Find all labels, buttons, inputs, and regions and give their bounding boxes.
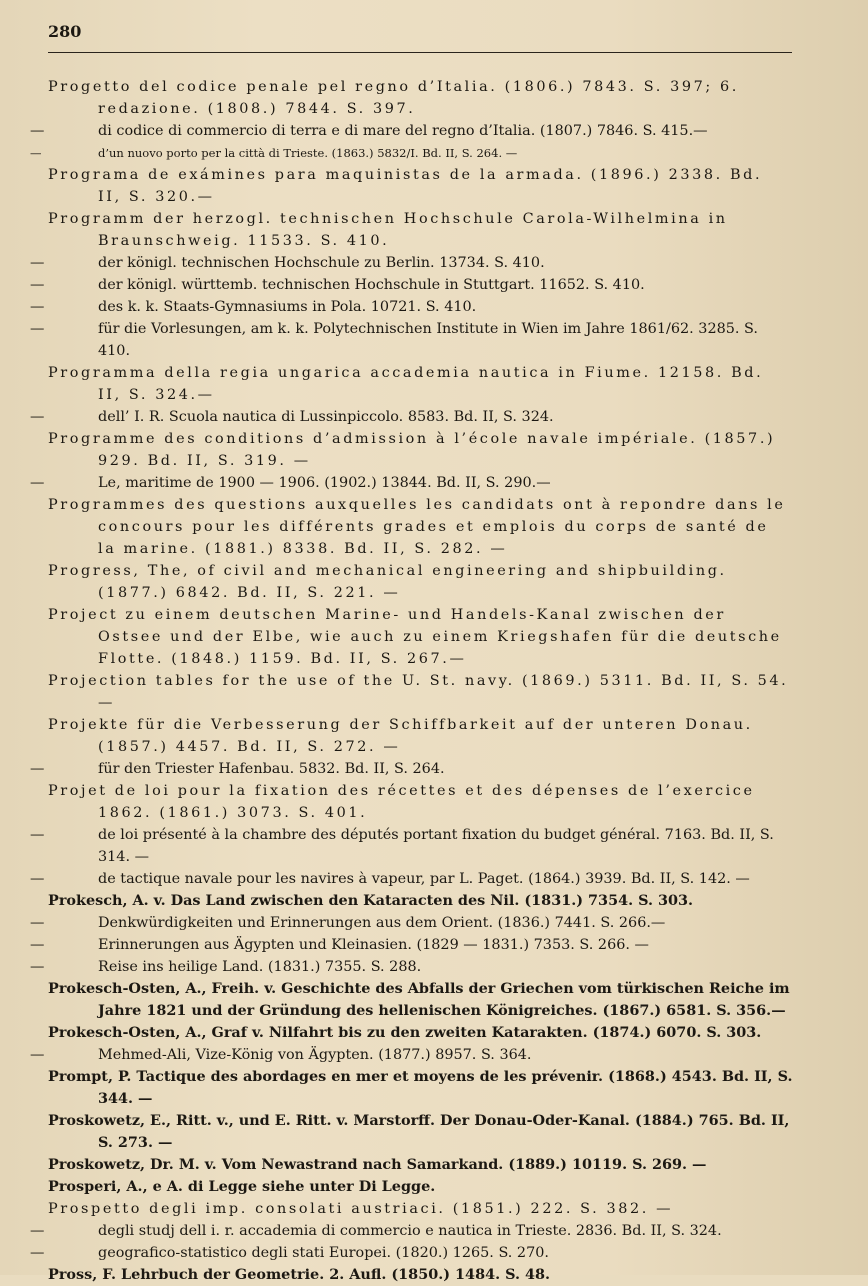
entry-text: d’un nuovo porto per la città di Trieste. (1863.) 5832/I. Bd. II, S. 264. — — [98, 146, 518, 160]
entry-text: del codice penale pel regno d’Italia. (1806.) 7843. S. 397; 6. redazione. (1808.) 7844. S. 397. — [98, 79, 739, 117]
entry-text: Mehmed-Ali, Vize-König von Ägypten. (1877.) 8957. S. 364. — [98, 1047, 532, 1063]
index-entry — [30, 758, 793, 780]
entry-text: , The, of civil and mechanical engineering and shipbuilding. (1877.) 6842. Bd. II, S. 221. — — [98, 563, 727, 601]
entry-text: der königl. technischen Hochschule zu Berlin. 13734. S. 410. — [98, 255, 545, 271]
ditto-dash: — — [30, 1245, 45, 1261]
entry-text: Lehrbuch der Geometrie. 2. Aufl. (1850.) 1484. S. 48. — [116, 1266, 551, 1283]
entry-headword: Prospetto — [48, 1201, 142, 1217]
entry-text: degli studj dell i. r. accademia di commercio e nautica in Trieste. 2836. Bd. II, S. 324. — [98, 1223, 722, 1239]
entry-text: de loi présenté à la chambre des députés portant fixation du budget général. 7163. Bd. II, S. 314. — — [98, 827, 774, 865]
ditto-dash: — — [30, 277, 45, 293]
entry-headword: Progetto — [48, 79, 132, 95]
entry-text: Geschichte des Abfalls der Griechen vom türkischen Reiche im Jahre 1821 und der Gründung des hellenischen Königreiches. (1867.) 6581. S. 356.— — [98, 980, 790, 1019]
index-entry — [30, 868, 793, 890]
entry-author: Pross, F. — [48, 1266, 117, 1283]
ditto-dash: — — [30, 915, 45, 931]
entry-text: Tactique des abordages en mer et moyens de les prévenir. (1868.) 4543. Bd. II, S. 344. — — [98, 1068, 793, 1107]
index-entry — [30, 1044, 793, 1066]
index-entry — [30, 252, 793, 274]
entry-text: Das Land zwischen den Kataracten des Nil. (1831.) 7354. S. 303. — [165, 892, 694, 909]
header-rule — [48, 52, 792, 53]
ditto-dash: — — [30, 959, 45, 975]
index-entry — [48, 1198, 793, 1220]
entry-text: für den Triester Hafenbau. 5832. Bd. II, S. 264. — [98, 761, 445, 777]
entry-headword: Projet — [48, 783, 108, 799]
entry-headword: Programma — [48, 365, 158, 381]
entry-text: Erinnerungen aus Ägypten und Kleinasien. (1829 — 1831.) 7353. S. 266. — — [98, 937, 649, 953]
index-entry — [48, 1154, 793, 1176]
index-entry — [48, 560, 793, 604]
entry-text: des conditions d’admission à l’école navale impériale. (1857.) 929. Bd. II, S. 319. — — [98, 431, 776, 469]
index-entry — [30, 406, 793, 428]
ditto-dash: — — [30, 1223, 45, 1239]
index-entry — [48, 164, 793, 208]
index-entry — [48, 1022, 793, 1044]
entry-text: des questions auxquelles les candidats ont à repondre dans le concours pour les différents grades et emplois du corps de santé de la marine. (1881.) 8338. Bd. II, S. 282. — — [98, 497, 786, 557]
page-number: 280 — [48, 22, 82, 41]
entry-text: Reise ins heilige Land. (1831.) 7355. S. 288. — [98, 959, 422, 975]
index-entry — [48, 604, 793, 670]
index-entries — [30, 76, 793, 1286]
entry-text: siehe unter Di Legge. — [257, 1178, 436, 1195]
index-entry — [30, 956, 793, 978]
entry-text: degli imp. consolati austriaci. (1851.) 222. S. 382. — — [141, 1201, 674, 1217]
entry-text: zu einem deutschen Marine- und Handels-Kanal zwischen der Ostsee und der Elbe, wie auch zu einem Kriegshafen für die deutsche Flotte. (1848.) 1159. Bd. II, S. 267.— — [98, 607, 782, 667]
entry-headword: Projekte — [48, 717, 131, 733]
entry-author: Prokesch-Osten, A., Freih. v. — [48, 980, 277, 997]
entry-text: des k. k. Staats-Gymnasiums in Pola. 10721. S. 410. — [98, 299, 477, 315]
entry-author: Prompt, P. — [48, 1068, 132, 1085]
entry-text: de loi pour la fixation des récettes et des dépenses de l’exercice 1862. (1861.) 3073. S. 401. — [98, 783, 755, 821]
index-entry — [30, 1242, 793, 1264]
index-entry — [48, 208, 793, 252]
ditto-dash: — — [30, 761, 45, 777]
index-entry — [30, 296, 793, 318]
ditto-dash: — — [30, 146, 42, 160]
entry-text: de exámines para maquinistas de la armada. (1896.) 2338. Bd. II, S. 320.— — [98, 167, 763, 205]
ditto-dash: — — [30, 255, 45, 271]
entry-headword: Programme — [48, 431, 158, 447]
entry-headword: Programa — [48, 167, 141, 183]
entry-text: der herzogl. technischen Hochschule Carola-Wilhelmina in Braunschweig. 11533. S. 410. — [98, 211, 728, 249]
index-entry — [48, 428, 793, 472]
entry-text: Der Donau-Oder-Kanal. (1884.) 765. Bd. II, S. 273. — — [98, 1112, 790, 1151]
index-entry — [48, 1066, 793, 1110]
entry-headword: Progress — [48, 563, 134, 579]
entry-text: tables for the use of the U. St. navy. (1869.) 5311. Bd. II, S. 54.— — [98, 673, 789, 711]
entry-text: Denkwürdigkeiten und Erinnerungen aus dem Orient. (1836.) 7441. S. 266.— — [98, 915, 666, 931]
index-entry — [48, 780, 793, 824]
ditto-dash: — — [30, 123, 45, 139]
entry-text: Vom Newastrand nach Samarkand. (1889.) 10119. S. 269. — — [216, 1156, 707, 1173]
ditto-dash: — — [30, 475, 45, 491]
index-entry — [30, 318, 793, 362]
index-entry — [48, 362, 793, 406]
ditto-dash: — — [30, 1047, 45, 1063]
entry-text: de tactique navale pour les navires à vapeur, par L. Paget. (1864.) 3939. Bd. II, S. 142. — — [98, 871, 750, 887]
entry-author: Proskowetz, E., Ritt. v., und E. Ritt. v. Marstorff. — [48, 1112, 435, 1129]
entry-author: Prosperi, A., e A. di Legge — [48, 1178, 258, 1195]
index-entry — [30, 1220, 793, 1242]
index-entry — [48, 1176, 793, 1198]
entry-headword: Programmes — [48, 497, 168, 513]
index-entry — [48, 1110, 793, 1154]
index-entry — [30, 934, 793, 956]
entry-text: für die Vorlesungen, am k. k. Polytechnischen Institute in Wien im Jahre 1861/62. 3285. S. 410. — [98, 321, 758, 359]
entry-headword: Projection — [48, 673, 149, 689]
index-entry — [48, 76, 793, 120]
index-entry — [48, 890, 793, 912]
ditto-dash: — — [30, 321, 45, 337]
entry-author: Proskowetz, Dr. M. v. — [48, 1156, 217, 1173]
entry-author: Prokesch-Osten, A., Graf v. — [48, 1024, 264, 1041]
ditto-dash: — — [30, 827, 45, 843]
index-entry — [48, 670, 793, 714]
index-entry — [30, 472, 793, 494]
entry-text: der königl. württemb. technischen Hochschule in Stuttgart. 11652. S. 410. — [98, 277, 645, 293]
index-entry — [48, 714, 793, 758]
index-entry — [48, 978, 793, 1022]
entry-text: della regia ungarica accademia nautica in Fiume. 12158. Bd. II, S. 324.— — [98, 365, 764, 403]
entry-headword: Project — [48, 607, 119, 623]
index-entry — [30, 274, 793, 296]
entry-author: Prokesch, A. v. — [48, 892, 166, 909]
entry-headword: Programm — [48, 211, 146, 227]
entry-text: für die Verbesserung der Schiffbarkeit auf der unteren Donau. (1857.) 4457. Bd. II, S. 272. — — [98, 717, 753, 755]
index-entry — [30, 120, 793, 142]
index-entry — [48, 494, 793, 560]
entry-text: geografico-statistico degli stati Europei. (1820.) 1265. S. 270. — [98, 1245, 549, 1261]
ditto-dash: — — [30, 871, 45, 887]
entry-text: di codice di commercio di terra e di mare del regno d’Italia. (1807.) 7846. S. 415.— — [98, 123, 708, 139]
entry-text: dell’ I. R. Scuola nautica di Lussinpiccolo. 8583. Bd. II, S. 324. — [98, 409, 554, 425]
index-entry — [30, 142, 793, 164]
index-entry — [30, 912, 793, 934]
index-entry — [48, 1264, 793, 1286]
ditto-dash: — — [30, 409, 45, 425]
entry-text: Le, maritime de 1900 — 1906. (1902.) 13844. Bd. II, S. 290.— — [98, 475, 551, 491]
index-entry — [30, 824, 793, 868]
entry-text: Nilfahrt bis zu den zweiten Katarakten. (1874.) 6070. S. 303. — [263, 1024, 762, 1041]
ditto-dash: — — [30, 937, 45, 953]
ditto-dash: — — [30, 299, 45, 315]
